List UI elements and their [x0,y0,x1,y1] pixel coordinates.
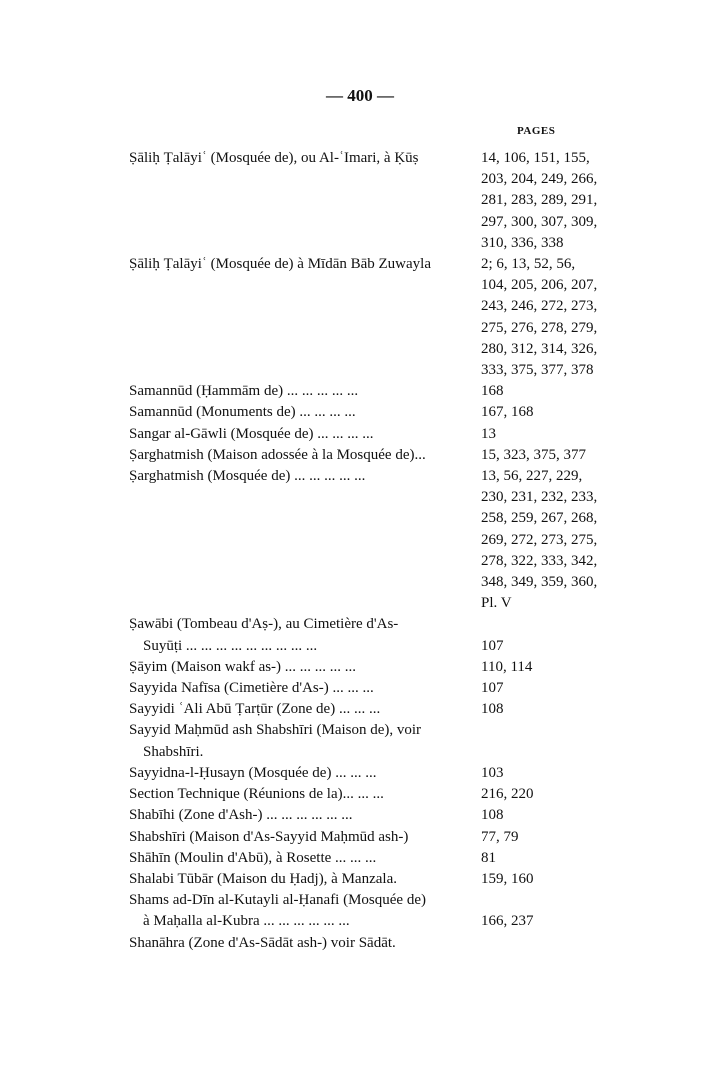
index-entry [129,614,629,656]
entry-page-line: 104, 205, 206, 207, [481,277,598,294]
entry-label-line: Shabīhi (Zone d'Ash-) ... ... ... ... ... ... [129,807,353,824]
entry-label [129,890,477,932]
entry-page-line: 108 [481,701,504,718]
entry-label [129,657,477,678]
entry-label-line: Sayyidi ʿAli Abū Ṭarṭūr (Zone de) ... ... ... [129,701,381,718]
entry-pages [477,445,629,466]
entry-label-line: Samannūd (Monuments de) ... ... ... ... [129,404,356,421]
entry-label-line: Sayyid Maḥmūd ash Shabshīri (Maison de), voir [129,722,422,739]
entry-label [129,466,477,487]
entry-page-line: 13, 56, 227, 229, [481,468,583,485]
entry-label-line: Shāhīn (Moulin d'Abū), à Rosette ... ... ... [129,849,377,866]
index-entry [129,445,629,466]
entry-page-line: Pl. V [481,595,512,612]
entry-label [129,784,477,805]
entry-label-line: Sayyida Nafīsa (Cimetière d'As-) ... ... ... [129,680,374,697]
entry-label-line: Samannūd (Ḥammām de) ... ... ... ... ... [129,383,359,400]
entry-label-line: Shabshīri (Maison d'As-Sayyid Maḥmūd ash-) [129,828,409,845]
index-entry [129,933,629,954]
entry-page-line: 166, 237 [481,913,534,930]
index-entry [129,678,629,699]
entry-label-line: Ṣarghatmish (Mosquée de) ... ... ... ... ... [129,468,366,485]
entry-label [129,805,477,826]
entry-page-line: 203, 204, 249, 266, [481,171,598,188]
entry-pages [477,848,629,869]
entry-page-line: 258, 259, 267, 268, [481,510,598,527]
index-entry [129,805,629,826]
index-entry [129,254,629,381]
entry-pages [477,402,629,423]
entry-pages [477,254,629,381]
index-entry [129,848,629,869]
entry-page-line: 243, 246, 272, 273, [481,298,598,315]
entry-pages [477,657,629,678]
entry-label [129,869,477,890]
entry-page-line: 310, 336, 338 [481,234,564,251]
index-entry [129,148,629,254]
entry-label-line: Shalabi Tūbār (Maison du Ḥadj), à Manzala. [129,870,397,887]
entry-label [129,148,477,169]
entry-page-line: 333, 375, 377, 378 [481,362,594,379]
entry-pages [477,466,629,614]
entry-label [129,699,477,720]
entry-label-line: Ṣāliḥ Ṭalāyiʿ (Mosquée de) à Mīdān Bāb Zuwayla [129,256,431,273]
entry-page-line: 297, 300, 307, 309, [481,213,598,230]
index-entry [129,720,629,762]
entry-label [129,933,477,954]
entry-label [129,720,477,762]
entry-label [129,848,477,869]
entry-page-line [481,890,629,911]
entry-label [129,678,477,699]
entry-label-line: à Maḥalla al-Kubra ... ... ... ... ... ... [143,913,350,930]
entry-label-line: Shabshīri. [143,743,204,760]
index-entry [129,869,629,890]
entry-label-line: Suyūṭi ... ... ... ... ... ... ... ... ... [143,637,318,654]
index-entry [129,381,629,402]
entry-page-line: 77, 79 [481,828,519,845]
entry-page-line: 110, 114 [481,658,533,675]
entry-pages [477,424,629,445]
entry-label-line: Ṣāliḥ Ṭalāyiʿ (Mosquée de), ou Al-ʿImari, à Ḳūṣ [129,150,419,166]
entry-page-line: 280, 312, 314, 326, [481,340,598,357]
pages-column-header: PAGES [517,125,556,137]
index-entry [129,402,629,423]
entry-page-line: 167, 168 [481,404,534,421]
entry-label [129,402,477,423]
entry-page-line [481,614,629,635]
entry-label [129,381,477,402]
entry-page-line: 275, 276, 278, 279, [481,319,598,336]
entry-pages [477,614,629,656]
entry-label [129,827,477,848]
entry-page-line: 103 [481,764,504,781]
entry-pages [477,699,629,720]
entry-pages [477,827,629,848]
entry-pages [477,381,629,402]
entry-label [129,763,477,784]
entry-page-line: 81 [481,849,496,866]
entry-label-line: Shanāhra (Zone d'As-Sādāt ash-) voir Sādāt. [129,934,396,951]
entry-page-line: 348, 349, 359, 360, [481,574,598,591]
index-entry [129,466,629,614]
entry-page-line: 2; 6, 13, 52, 56, [481,256,576,273]
entry-label-line: Sangar al-Gāwli (Mosquée de) ... ... ... ... [129,425,374,442]
entry-page-line: 107 [481,680,504,697]
entry-label [129,424,477,445]
index-entry [129,763,629,784]
entry-label-line: Sayyidna-l-Ḥusayn (Mosquée de) ... ... ... [129,764,377,781]
entry-page-line: 230, 231, 232, 233, [481,489,598,506]
entry-label [129,254,477,275]
entry-page-line: 216, 220 [481,786,534,803]
index-entry [129,890,629,932]
index-entry [129,827,629,848]
entry-page-line: 13 [481,425,496,442]
index-entry [129,657,629,678]
entry-page-line: 159, 160 [481,870,534,887]
entry-pages [477,869,629,890]
index-entry [129,784,629,805]
entry-page-line: 108 [481,807,504,824]
entry-pages [477,763,629,784]
index-entry [129,699,629,720]
entry-page-line: 168 [481,383,504,400]
entry-label-line: Ṣāyim (Maison wakf as-) ... ... ... ... ... [129,658,357,675]
entry-page-line: 14, 106, 151, 155, [481,150,590,166]
page-number: — 400 — [326,86,394,105]
entry-pages [477,890,629,932]
entry-pages [477,678,629,699]
entry-pages [477,805,629,826]
entry-page-line: 15, 323, 375, 377 [481,446,586,463]
entry-label-line: Shams ad-Dīn al-Kutayli al-Ḥanafi (Mosquée de) [129,892,426,909]
entry-page-line: 278, 322, 333, 342, [481,552,598,569]
entry-label-line: Ṣawābi (Tombeau d'Aṣ-), au Cimetière d'As- [129,616,399,633]
index-entry [129,424,629,445]
entry-label [129,614,477,656]
entry-label [129,445,477,466]
entry-pages [477,148,629,254]
entry-label-line: Ṣarghatmish (Maison adossée à la Mosquée de)... [129,446,426,463]
entry-label-line: Section Technique (Réunions de la)... ... ... [129,786,384,803]
entry-page-line: 281, 283, 289, 291, [481,192,598,209]
entry-pages [477,784,629,805]
entry-page-line: 269, 272, 273, 275, [481,531,598,548]
entry-page-line: 107 [481,637,504,654]
index-list [129,148,629,954]
